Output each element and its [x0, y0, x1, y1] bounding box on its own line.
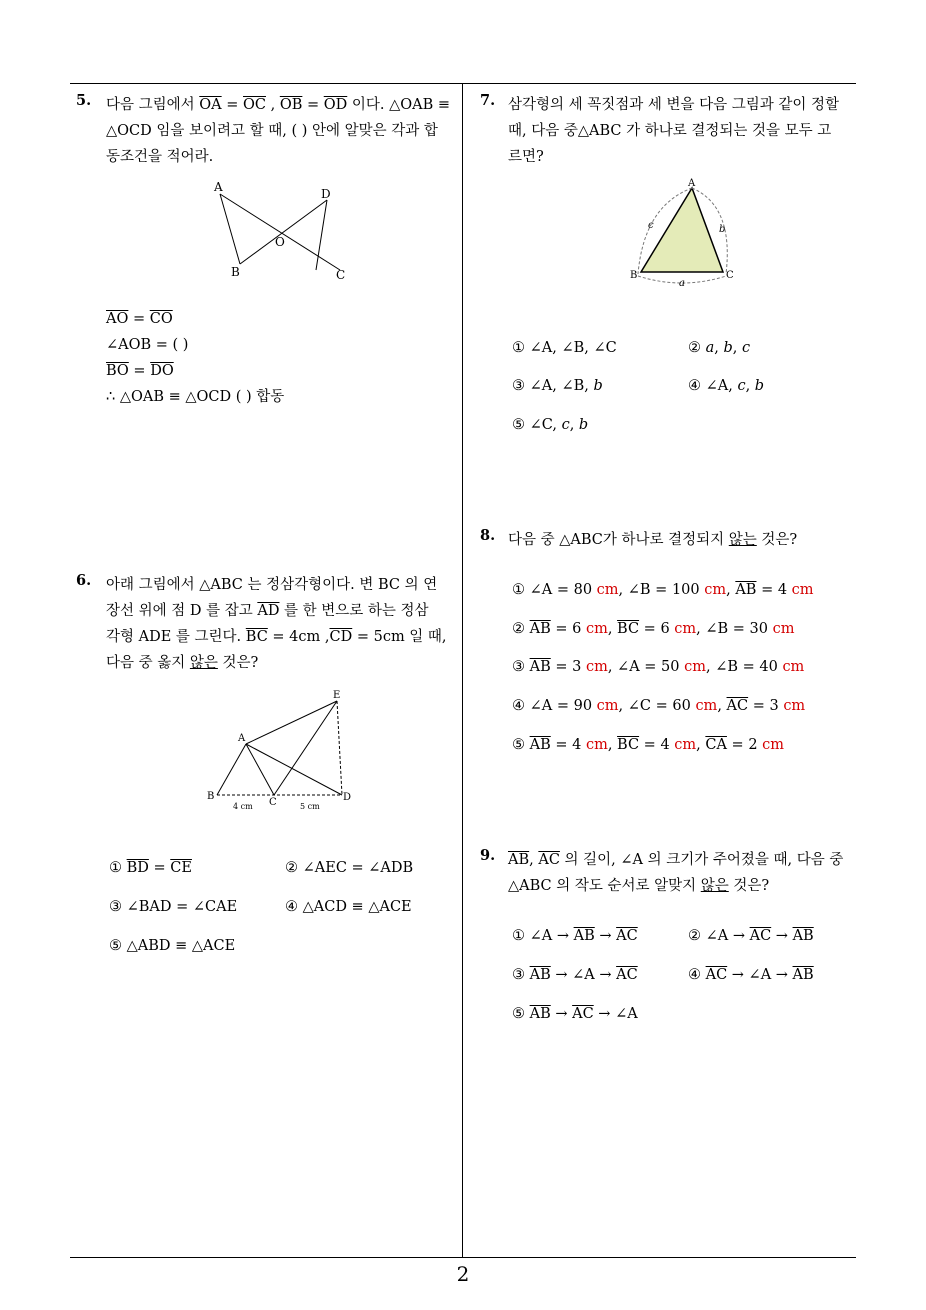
overline-segment: $\overline{CO}$	[149, 311, 173, 327]
fig-label: 5 cm	[300, 802, 320, 811]
fig-label: D	[343, 792, 352, 803]
text-line: 다음 중 △ABC가 하나로 결정되지 않는 것은?	[508, 532, 798, 548]
unit-segment: cm	[791, 582, 814, 598]
overline-segment: $\overline{OA}$	[199, 97, 222, 113]
overline-segment: $\overline{CD}$	[329, 629, 353, 645]
text-line: 다음 그림에서 $\overline{OA} = \overline{OC}$ , $\overline{OB} = \overline{OD}$ 이다. △OAB ≡	[106, 97, 451, 113]
question-number: 9.	[480, 847, 496, 864]
option-1[interactable]: ① ∠A, ∠B, ∠C	[512, 340, 617, 356]
overline-segment: $\overline{BD}$	[126, 860, 149, 876]
overline-segment: $\overline{AB}$	[573, 928, 595, 944]
italic-segment: c	[742, 340, 751, 356]
overline-segment: $\overline{CA}$	[705, 737, 727, 753]
text-line: △OCD 임을 보이려고 할 때, ( ) 안에 알맞은 각과 합	[106, 123, 438, 139]
text-line: 각형 ADE 를 그린다. $\overline{BC} = 4cm$ $,\overline{CD} = 5cm$ 일 때,	[106, 629, 447, 645]
option-2[interactable]: ② ∠AEC = ∠ADB	[285, 860, 414, 876]
unit-segment: cm	[762, 737, 785, 753]
overline-segment: $\overline{CE}$	[170, 860, 192, 876]
overline-segment: $\overline{BC}$	[245, 629, 268, 645]
fig-label: C	[726, 270, 734, 281]
fig-label: a	[679, 278, 685, 289]
text-line: 르면?	[508, 149, 544, 165]
question-text	[106, 572, 447, 676]
option-5[interactable]: ⑤ ∠C, c, b	[512, 417, 589, 433]
fig-label: 4 cm	[233, 802, 253, 811]
overline-segment: $\overline{OC}$	[243, 97, 266, 113]
italic-segment: b	[578, 417, 589, 433]
unit-segment: cm	[596, 582, 619, 598]
option-4[interactable]: ④ $\overline{AC}$ → ∠A → $\overline{AB}$	[688, 967, 814, 983]
unit-segment: cm	[704, 582, 727, 598]
option-2[interactable]: ② a, b, c	[688, 340, 751, 356]
bowtie-figure	[205, 178, 365, 284]
question-number: 7.	[480, 92, 496, 109]
underline-segment: 않은	[189, 655, 218, 671]
overline-segment: $\overline{AC}$	[572, 1006, 594, 1022]
question-number: 5.	[76, 92, 92, 109]
overline-segment: $\overline{AO}$	[106, 311, 129, 327]
option-5[interactable]: ⑤ △ABD ≡ △ACE	[109, 938, 236, 954]
text-line: 아래 그림에서 △ABC 는 정삼각형이다. 변 BC 의 연	[106, 577, 438, 593]
fig-label: A	[688, 178, 696, 189]
overline-segment: $\overline{AB}$	[508, 852, 530, 868]
overline-segment: $\overline{OB}$	[279, 97, 303, 113]
unit-segment: cm	[684, 659, 706, 675]
overline-segment: $\overline{DO}$	[150, 363, 174, 379]
italic-segment: b	[723, 340, 733, 356]
text-line: △ABC 의 작도 순서로 알맞지 않은 것은?	[508, 878, 770, 894]
italic-segment: c	[737, 378, 746, 394]
overline-segment: $\overline{AD}$	[257, 603, 280, 619]
proof-line: ∴ △OAB ≡ △OCD ( ) 합동	[106, 389, 285, 405]
overline-segment: $\overline{BO}$	[106, 363, 129, 379]
italic-segment: b	[754, 378, 765, 394]
text-line: 동조건을 적어라.	[106, 149, 214, 165]
overline-segment: $\overline{BC}$	[617, 737, 640, 753]
fig-label: D	[321, 187, 331, 201]
question-text	[508, 847, 843, 899]
option-3[interactable]: ③ ∠A, ∠B, b	[512, 378, 603, 394]
underline-segment: 않은	[700, 878, 729, 894]
equilateral-triangles-figure	[205, 688, 365, 816]
unit-segment: cm	[695, 698, 718, 714]
fig-label: A	[214, 180, 223, 194]
unit-segment: cm	[585, 621, 608, 637]
text-line: $\overline{AB}$, $\overline{AC}$ 의 길이, ∠A 의 크기가 주어졌을 때, 다음 중	[508, 852, 844, 868]
column-divider	[462, 84, 463, 1258]
option-2[interactable]: ② $\overline{AB} = 6$ cm, $\overline{BC} = 6$ cm, ∠B = 30 cm	[512, 621, 795, 637]
unit-segment: cm	[772, 621, 795, 637]
proof-line: $\overline{AO} = \overline{CO}$	[106, 311, 173, 327]
proof-line: $\overline{BO} = \overline{DO}$	[106, 363, 174, 379]
overline-segment: $\overline{AB}$	[792, 967, 814, 983]
option-4[interactable]: ④ ∠A = 90 cm, ∠C = 60 cm, $\overline{AC} = 3$ cm	[512, 698, 806, 714]
fig-label: C	[336, 268, 346, 282]
page-number: 2	[456, 1262, 470, 1286]
overline-segment: $\overline{AC}$	[705, 967, 728, 983]
fig-label: O	[275, 235, 285, 249]
question-text	[508, 92, 839, 170]
fig-label: B	[231, 265, 240, 279]
option-1[interactable]: ① ∠A = 80 cm, ∠B = 100 cm, $\overline{AB} = 4$ cm	[512, 582, 814, 598]
fig-label: B	[207, 791, 215, 802]
overline-segment: $\overline{AB}$	[735, 582, 757, 598]
unit-segment: cm	[783, 698, 806, 714]
bottom-rule	[70, 1257, 856, 1258]
fig-label: b	[719, 224, 726, 235]
option-1[interactable]: ① ∠A → $\overline{AB} \to \overline{AC}$	[512, 928, 638, 944]
overline-segment: $\overline{AB}$	[529, 621, 551, 637]
text-line: 때, 다음 중△ABC 가 하나로 결정되는 것을 모두 고	[508, 123, 832, 139]
text-line: 장선 위에 점 D 를 잡고 $\overline{AD}$ 를 한 변으로 하는 정삼	[106, 603, 429, 619]
overline-segment: $\overline{AB}$	[529, 659, 551, 675]
overline-segment: $\overline{AC}$	[538, 852, 560, 868]
option-4[interactable]: ④ ∠A, c, b	[688, 378, 765, 394]
unit-segment: cm	[585, 737, 608, 753]
overline-segment: $\overline{AB}$	[792, 928, 814, 944]
option-3[interactable]: ③ ∠BAD = ∠CAE	[109, 899, 238, 915]
fig-label: C	[269, 797, 277, 808]
unit-segment: cm	[782, 659, 805, 675]
overline-segment: $\overline{AB}$	[529, 967, 551, 983]
overline-segment: $\overline{OD}$	[323, 97, 348, 113]
overline-segment: $\overline{AC}$	[616, 967, 638, 983]
fig-label: E	[333, 690, 341, 701]
question-number: 8.	[480, 527, 496, 544]
overline-segment: $\overline{AB}$	[529, 737, 551, 753]
text-line: 다음 중 옳지 않은 것은?	[106, 655, 259, 671]
unit-segment: cm	[674, 737, 697, 753]
unit-segment: cm	[585, 659, 608, 675]
option-1[interactable]: ① $\overline{BD} = \overline{CE}$	[109, 860, 192, 876]
overline-segment: $\overline{AC}$	[616, 928, 638, 944]
option-3[interactable]: ③ $\overline{AB} = 3$ cm, ∠A = 50 cm, ∠B = 40 cm	[512, 659, 805, 675]
overline-segment: $\overline{AB}$	[529, 1006, 551, 1022]
unit-segment: cm	[674, 621, 697, 637]
unit-segment: cm	[596, 698, 619, 714]
option-4[interactable]: ④ △ACD ≡ △ACE	[285, 899, 412, 915]
proof-line: ∠AOB = ( )	[106, 337, 189, 353]
italic-segment: b	[593, 378, 603, 394]
option-5[interactable]: ⑤ $\overline{AB} \to \overline{AC}$ → ∠A	[512, 1006, 638, 1022]
option-3[interactable]: ③ $\overline{AB}$ → ∠A → $\overline{AC}$	[512, 967, 638, 983]
text-line: 삼각형의 세 꼭짓점과 세 변을 다음 그림과 같이 정할	[508, 97, 840, 113]
overline-segment: $\overline{BC}$	[617, 621, 640, 637]
fig-label: A	[238, 733, 246, 744]
overline-segment: $\overline{AC}$	[726, 698, 749, 714]
question-number: 6.	[76, 572, 92, 589]
proof-block	[106, 306, 284, 410]
italic-segment: a	[705, 340, 715, 356]
question-text	[508, 527, 797, 553]
italic-segment: c	[561, 417, 570, 433]
underline-segment: 않는	[728, 532, 757, 548]
triangle-abc-figure	[626, 176, 746, 290]
option-2[interactable]: ② ∠A → $\overline{AC} \to \overline{AB}$	[688, 928, 814, 944]
fig-label: c	[648, 220, 654, 231]
question-text	[106, 92, 450, 170]
overline-segment: $\overline{AC}$	[749, 928, 772, 944]
top-rule	[70, 83, 856, 84]
option-5[interactable]: ⑤ $\overline{AB} = 4$ cm, $\overline{BC} = 4$ cm, $\overline{CA} = 2$ cm	[512, 737, 785, 753]
fig-label: B	[630, 270, 638, 281]
